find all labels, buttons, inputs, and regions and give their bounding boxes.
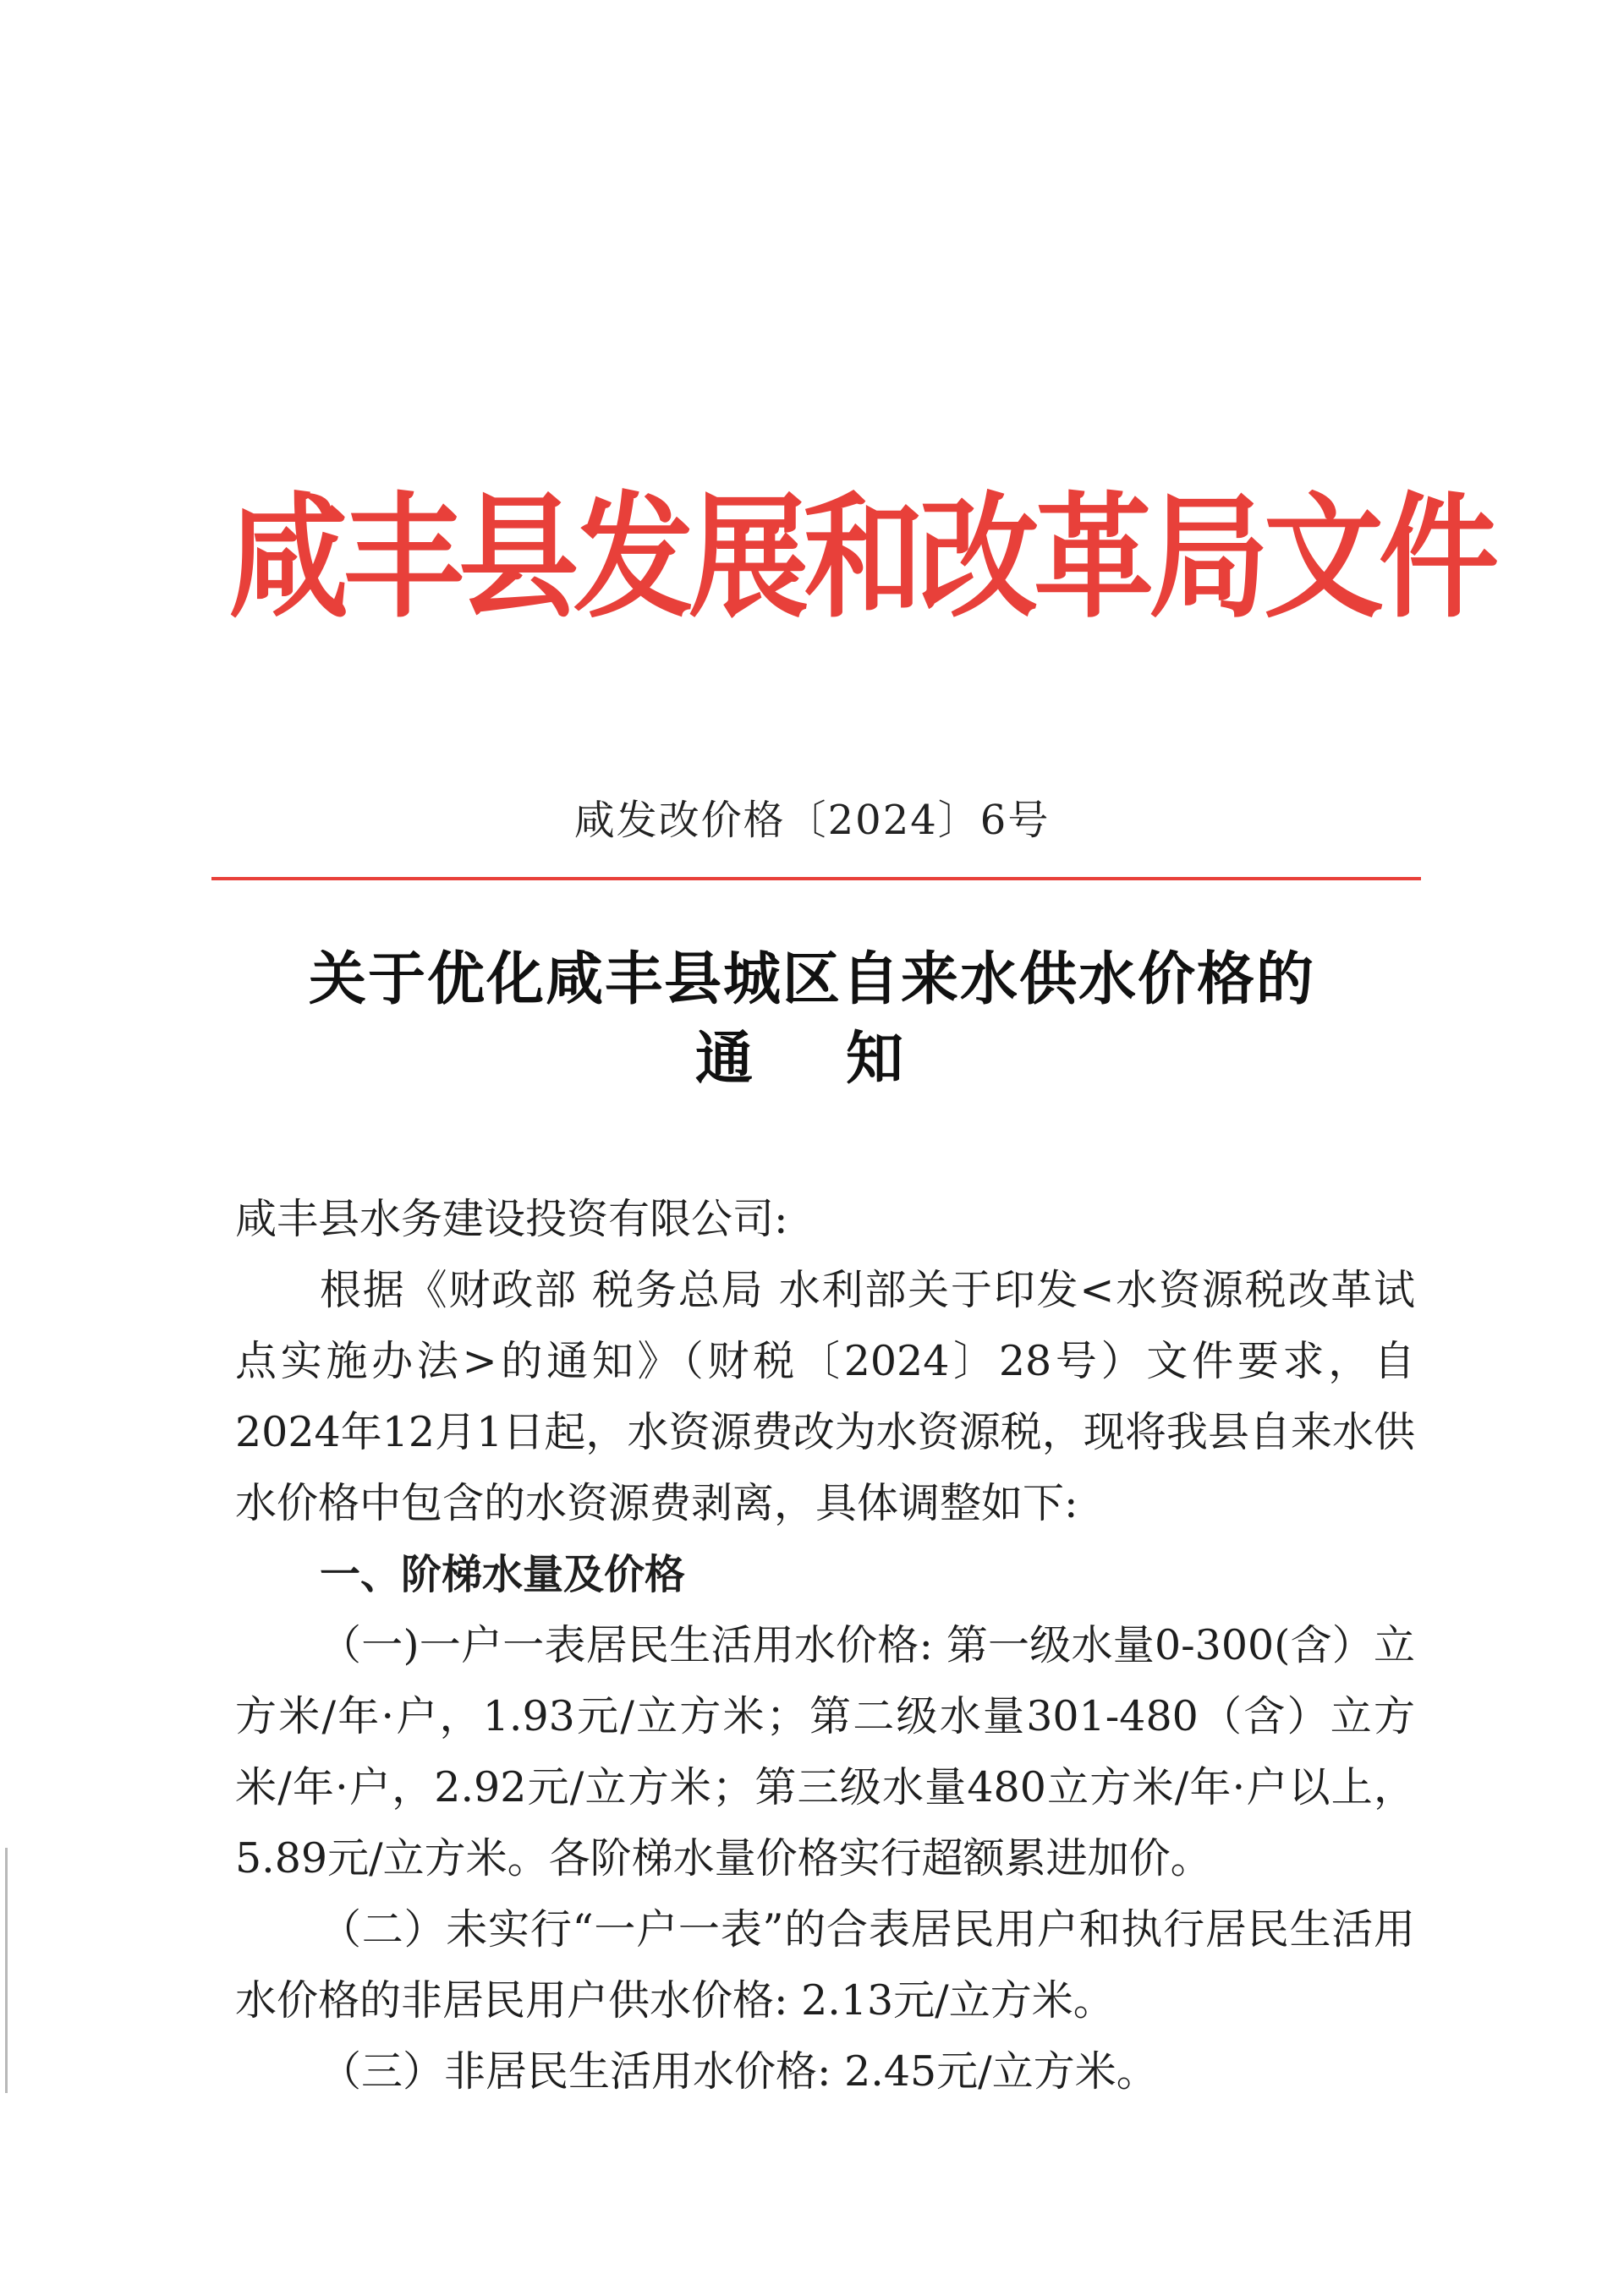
item-3-paragraph: （三）非居民生活用水价格: 2.45元/立方米。 <box>320 2047 1158 2096</box>
recipient-line: 咸丰县水务建设投资有限公司: <box>235 1195 788 1243</box>
intro-paragraph: 根据《财政部 税务总局 水利部关于印发<水资源税改革试点实施办法>的通知》（财税〔2024〕28号）文件要求，自2024年12月1日起，水资源费改为水资源税，现将我县自来水供水价格中包含的水资源费剥离，具体调整如下: <box>235 1266 1415 1527</box>
section-heading-1: 一、阶梯水量及价格 <box>320 1551 686 1598</box>
masthead-title: 咸丰县发展和改革局文件 <box>228 479 1494 637</box>
notice-title-line2: 通知 <box>694 1026 996 1093</box>
item-2-paragraph: （二）未实行“一户一表”的合表居民用户和执行居民生活用水价格的非居民用户供水价格: 2.13元/立方米。 <box>235 1905 1415 2025</box>
scan-edge-mark <box>5 1848 8 2093</box>
notice-title-line1: 关于优化咸丰县城区自来水供水价格的 <box>308 946 1315 1013</box>
red-divider-line <box>211 877 1421 880</box>
item-1-paragraph: （一)一户一表居民生活用水价格: 第一级水量0-300(含）立方米/年·户，1.93元/立方米；第二级水量301-480（含）立方米/年·户，2.92元/立方米；第三级水量480立方米/年·户以上，5.89元/立方米。各阶梯水量价格实行超额累进加价。 <box>235 1621 1415 1882</box>
notice-body <box>235 1184 1415 2107</box>
notice-title <box>0 940 1624 1099</box>
document-number: 咸发改价格〔2024〕6号 <box>573 797 1051 844</box>
